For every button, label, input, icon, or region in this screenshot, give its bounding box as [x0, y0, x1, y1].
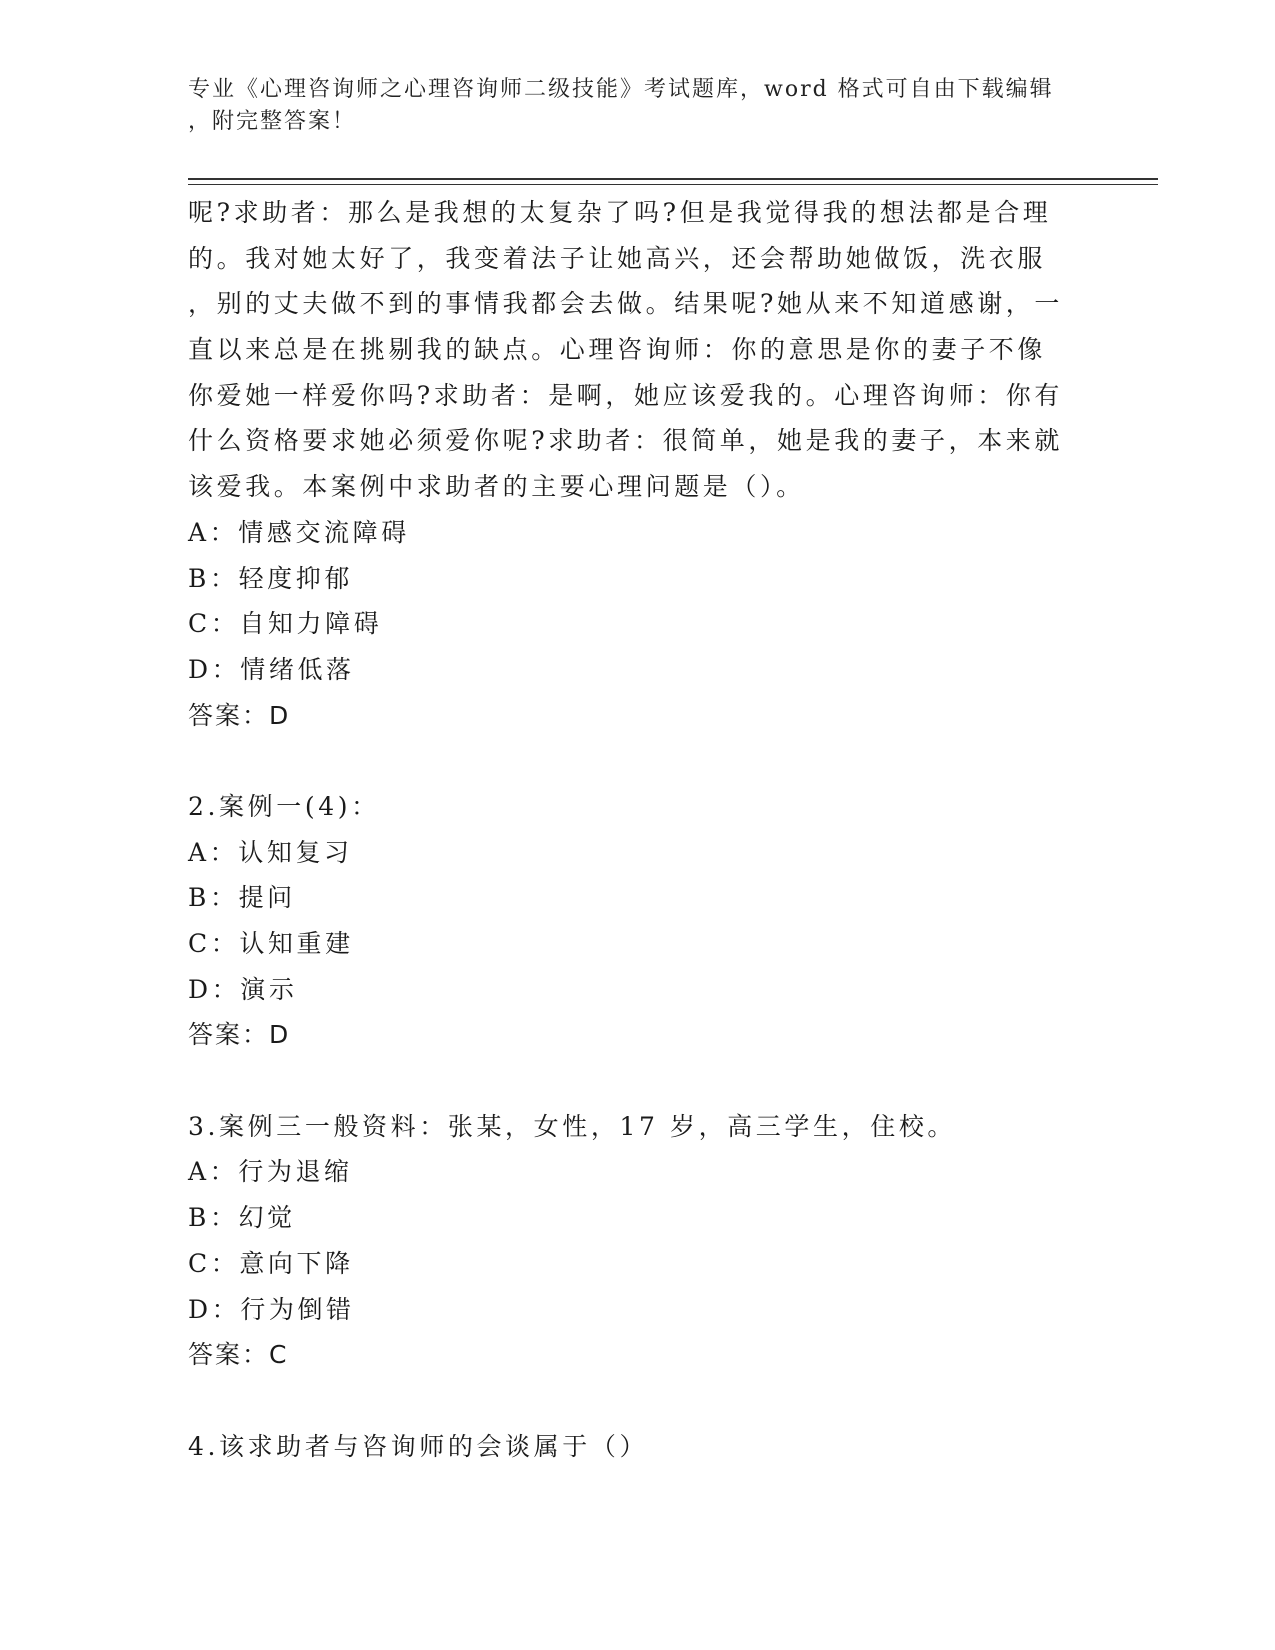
question-4: [188, 1424, 1088, 1470]
option-b: B：轻度抑郁: [188, 563, 353, 593]
answer-line: 答案：C: [188, 1340, 289, 1370]
header-rule-thick: [188, 178, 1158, 180]
question-stem-line: 什么资格要求她必须爱你呢?求助者：很简单，她是我的妻子，本来就: [188, 426, 1064, 456]
option-d: D：情绪低落: [188, 654, 355, 684]
option-c: C：意向下降: [188, 1248, 354, 1278]
question-3: [188, 1104, 1088, 1378]
question-1: [188, 190, 1088, 738]
spacer: [188, 1058, 1088, 1104]
option-b: B：提问: [188, 883, 296, 913]
option-a: A：认知复习: [188, 837, 353, 867]
question-stem-line: 该爱我。本案例中求助者的主要心理问题是（）。: [188, 472, 805, 502]
document-header: [188, 74, 1088, 138]
question-stem-line: 呢?求助者：那么是我想的太复杂了吗?但是我觉得我的想法都是合理: [188, 198, 1052, 227]
header-rule-thin: [188, 184, 1158, 185]
question-stem: 4.该求助者与咨询师的会谈属于（）: [188, 1431, 649, 1461]
option-d: D：行为倒错: [188, 1294, 355, 1324]
option-a: A：情感交流障碍: [188, 517, 410, 547]
question-stem-line: 的。我对她太好了，我变着法子让她高兴，还会帮助她做饭，洗衣服: [188, 243, 1047, 273]
option-b: B：幻觉: [188, 1203, 296, 1233]
spacer: [188, 738, 1088, 784]
question-stem: 2.案例一(4)：: [188, 791, 380, 821]
question-stem-line: 直以来总是在挑剔我的缺点。心理咨询师：你的意思是你的妻子不像: [188, 335, 1047, 365]
header-line-2: ，附完整答案！: [188, 109, 357, 134]
header-line-1: 专业《心理咨询师之心理咨询师二级技能》考试题库，word 格式可自由下载编辑: [188, 77, 1054, 102]
question-stem-line: 你爱她一样爱你吗?求助者：是啊，她应该爱我的。心理咨询师：你有: [188, 380, 1064, 410]
question-2: [188, 784, 1088, 1058]
option-a: A：行为退缩: [188, 1157, 353, 1187]
question-stem-line: ，别的丈夫做不到的事情我都会去做。结果呢?她从来不知道感谢，一: [188, 289, 1064, 319]
question-list: [188, 190, 1088, 1469]
answer-line: 答案：D: [188, 1020, 291, 1050]
option-c: C：自知力障碍: [188, 609, 383, 639]
question-stem: 3.案例三一般资料：张某，女性，17 岁，高三学生，住校。: [188, 1111, 957, 1141]
option-c: C：认知重建: [188, 929, 354, 958]
answer-line: 答案：D: [188, 700, 291, 730]
option-d: D：演示: [188, 974, 298, 1004]
spacer: [188, 1378, 1088, 1424]
